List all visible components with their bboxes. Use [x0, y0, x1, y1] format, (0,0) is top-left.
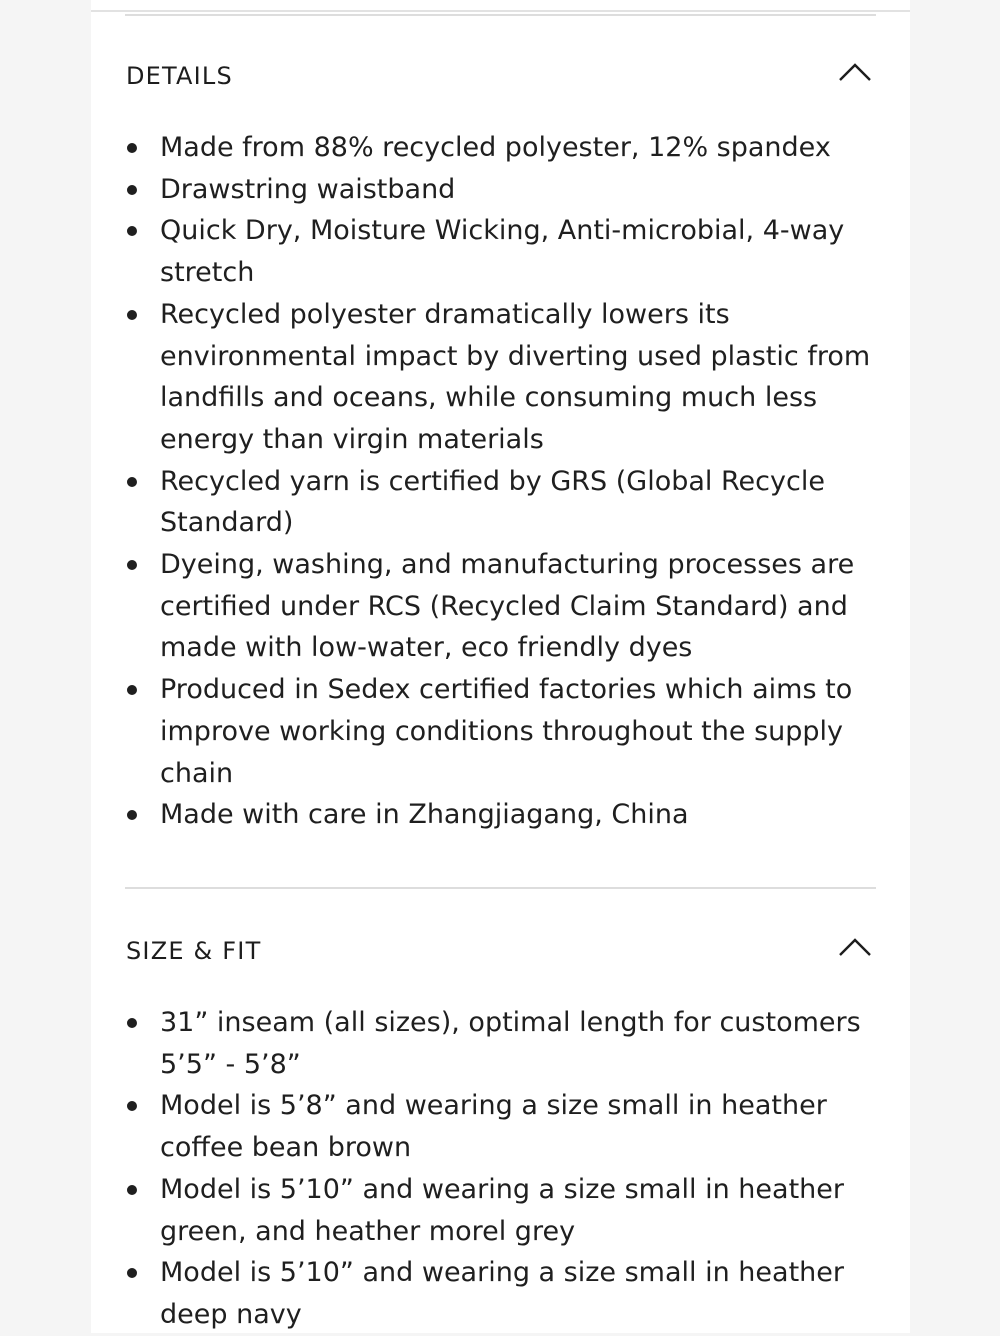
- top-border: [91, 10, 910, 12]
- section-divider: [125, 887, 876, 889]
- list-item: Made with care in Zhangjiagang, China: [125, 794, 876, 836]
- list-item: Made from 88% recycled polyester, 12% spandex: [125, 127, 876, 169]
- product-info-panel: [91, 0, 910, 1333]
- details-header[interactable]: [125, 42, 876, 102]
- list-item: Recycled polyester dramatically lowers its environmental impact by diverting used plastic from landfills and oceans, while consuming much less energy than virgin materials: [125, 294, 876, 461]
- list-item: Model is 5’10” and wearing a size small in heather deep navy: [125, 1252, 876, 1335]
- list-item: Produced in Sedex certified factories which aims to improve working conditions throughout the supply chain: [125, 669, 876, 794]
- size-fit-list: [125, 1002, 876, 1336]
- details-list: [125, 127, 876, 836]
- list-item: Drawstring waistband: [125, 169, 876, 211]
- list-item: Recycled yarn is certified by GRS (Global Recycle Standard): [125, 461, 876, 544]
- list-item: 31” inseam (all sizes), optimal length for customers 5’5” - 5’8”: [125, 1002, 876, 1085]
- list-item: Quick Dry, Moisture Wicking, Anti-microbial, 4-way stretch: [125, 210, 876, 293]
- list-item: Model is 5’10” and wearing a size small in heather green, and heather morel grey: [125, 1169, 876, 1252]
- list-item: Dyeing, washing, and manufacturing processes are certified under RCS (Recycled Claim Standard) and made with low-water, eco friendly dyes: [125, 544, 876, 669]
- list-item: Model is 5’8” and wearing a size small in heather coffee bean brown: [125, 1085, 876, 1168]
- details-title: DETAILS: [126, 61, 233, 90]
- chevron-up-icon[interactable]: [838, 937, 872, 957]
- size-fit-section: [125, 917, 876, 1336]
- chevron-up-icon[interactable]: [838, 62, 872, 82]
- section-divider-top: [125, 14, 876, 16]
- size-fit-title: SIZE & FIT: [126, 936, 262, 965]
- details-section: [125, 42, 876, 836]
- size-fit-header[interactable]: [125, 917, 876, 977]
